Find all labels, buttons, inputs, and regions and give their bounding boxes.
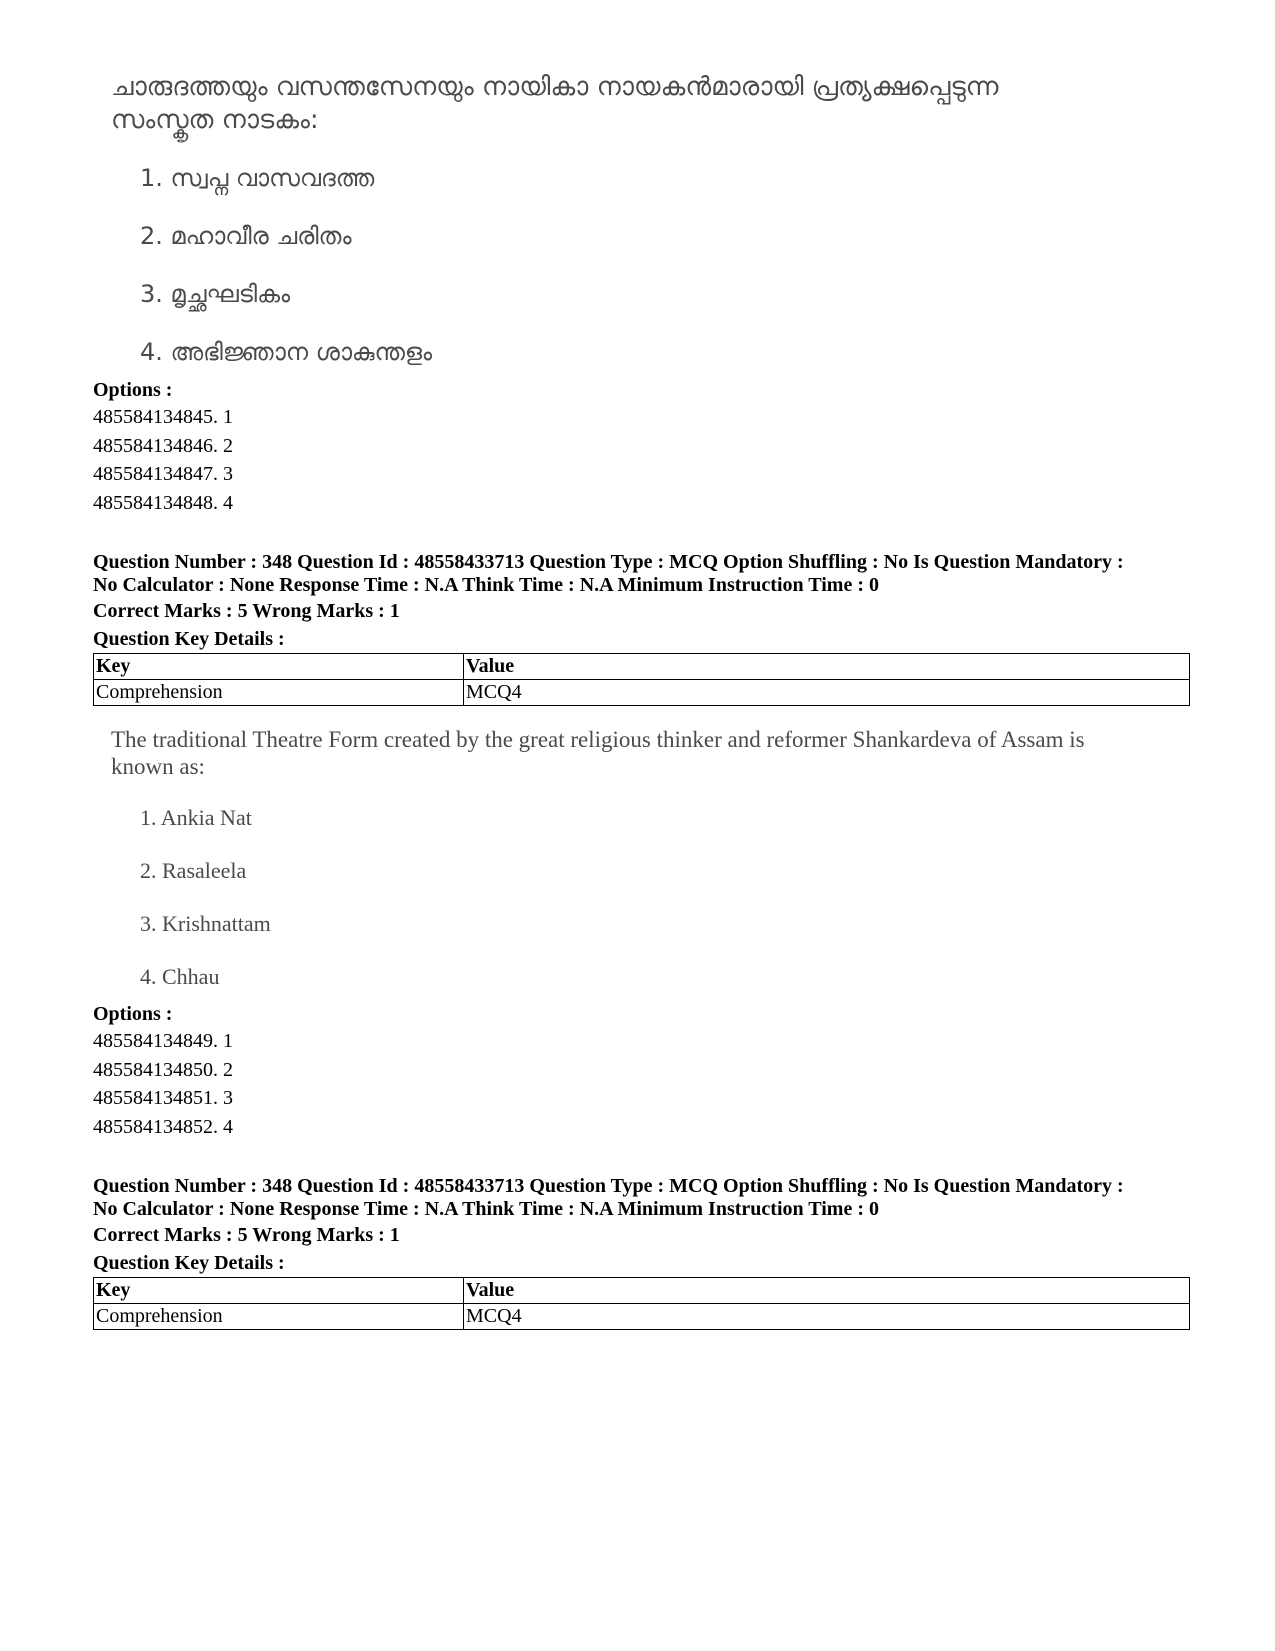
question-meta — [93, 1175, 1193, 1330]
choice-item: 4. അഭിജ്ഞാന ശാകുന്തളം — [140, 338, 433, 366]
key-details-table — [93, 653, 1190, 706]
table-cell-key: Comprehension — [94, 1304, 464, 1330]
choice-item: 1. സ്വപ്ന വാസവദത്ത — [140, 164, 375, 192]
question-info-line: No Calculator : None Response Time : N.A Think Time : N.A Minimum Instruction Time : 0 — [93, 574, 879, 596]
option-item: 485584134849. 1 — [93, 1030, 233, 1052]
option-item: 485584134845. 1 — [93, 406, 233, 428]
key-details-table — [93, 1277, 1190, 1330]
question-info-line: Question Number : 348 Question Id : 48558433713 Question Type : MCQ Option Shuffling : No Is Question Mandatory : — [93, 551, 1124, 573]
table-header-row — [94, 1278, 1190, 1304]
table-header-value: Value — [464, 1278, 1190, 1304]
choice-list — [93, 149, 1193, 381]
options-section — [93, 1001, 233, 1141]
choice-item: 2. Rasaleela — [140, 858, 247, 883]
options-section — [93, 377, 233, 517]
options-heading: Options : — [93, 1003, 173, 1025]
table-header-key: Key — [94, 1278, 464, 1304]
question-info-line: No Calculator : None Response Time : N.A Think Time : N.A Minimum Instruction Time : 0 — [93, 1198, 879, 1220]
marks-line: Correct Marks : 5 Wrong Marks : 1 — [93, 1224, 400, 1246]
option-item: 485584134848. 4 — [93, 491, 233, 514]
choice-item: 3. മൃച്ഛഘടികം — [140, 280, 291, 308]
table-cell-key: Comprehension — [94, 680, 464, 706]
table-header-value: Value — [464, 654, 1190, 680]
option-list — [93, 403, 233, 517]
question-image-malayalam — [93, 71, 1193, 381]
choice-item: 1. Ankia Nat — [140, 805, 252, 830]
table-header-key: Key — [94, 654, 464, 680]
options-heading: Options : — [93, 379, 173, 401]
table-row — [94, 1304, 1190, 1330]
option-list — [93, 1027, 233, 1141]
option-item: 485584134852. 4 — [93, 1115, 233, 1138]
choice-item: 3. Krishnattam — [140, 911, 271, 936]
table-header-row — [94, 654, 1190, 680]
question-image-english — [93, 726, 1193, 1003]
table-cell-value: MCQ4 — [464, 1304, 1190, 1330]
table-cell-value: MCQ4 — [464, 680, 1190, 706]
table-row — [94, 680, 1190, 706]
choice-item: 2. മഹാവീര ചരിതം — [140, 222, 352, 250]
question-text: The traditional Theatre Form created by the great religious thinker and reformer Shankardeva of Assam is known as: — [111, 727, 1085, 779]
question-info-line: Question Number : 348 Question Id : 48558433713 Question Type : MCQ Option Shuffling : No Is Question Mandatory : — [93, 1175, 1124, 1197]
option-item: 485584134851. 3 — [93, 1087, 233, 1109]
key-details-heading: Question Key Details : — [93, 628, 285, 650]
choice-list — [93, 791, 1193, 1003]
option-item: 485584134850. 2 — [93, 1058, 233, 1081]
question-meta — [93, 551, 1193, 706]
key-details-heading: Question Key Details : — [93, 1252, 285, 1274]
question-text: ചാരുദത്തയും വസന്തസേനയും നായികാ നായകൻമാരായി പ്രത്യക്ഷപ്പെടുന്ന സംസ്കൃത നാടകം: — [111, 72, 999, 135]
option-item: 485584134847. 3 — [93, 463, 233, 485]
choice-item: 4. Chhau — [140, 964, 220, 989]
marks-line: Correct Marks : 5 Wrong Marks : 1 — [93, 600, 400, 622]
option-item: 485584134846. 2 — [93, 434, 233, 457]
